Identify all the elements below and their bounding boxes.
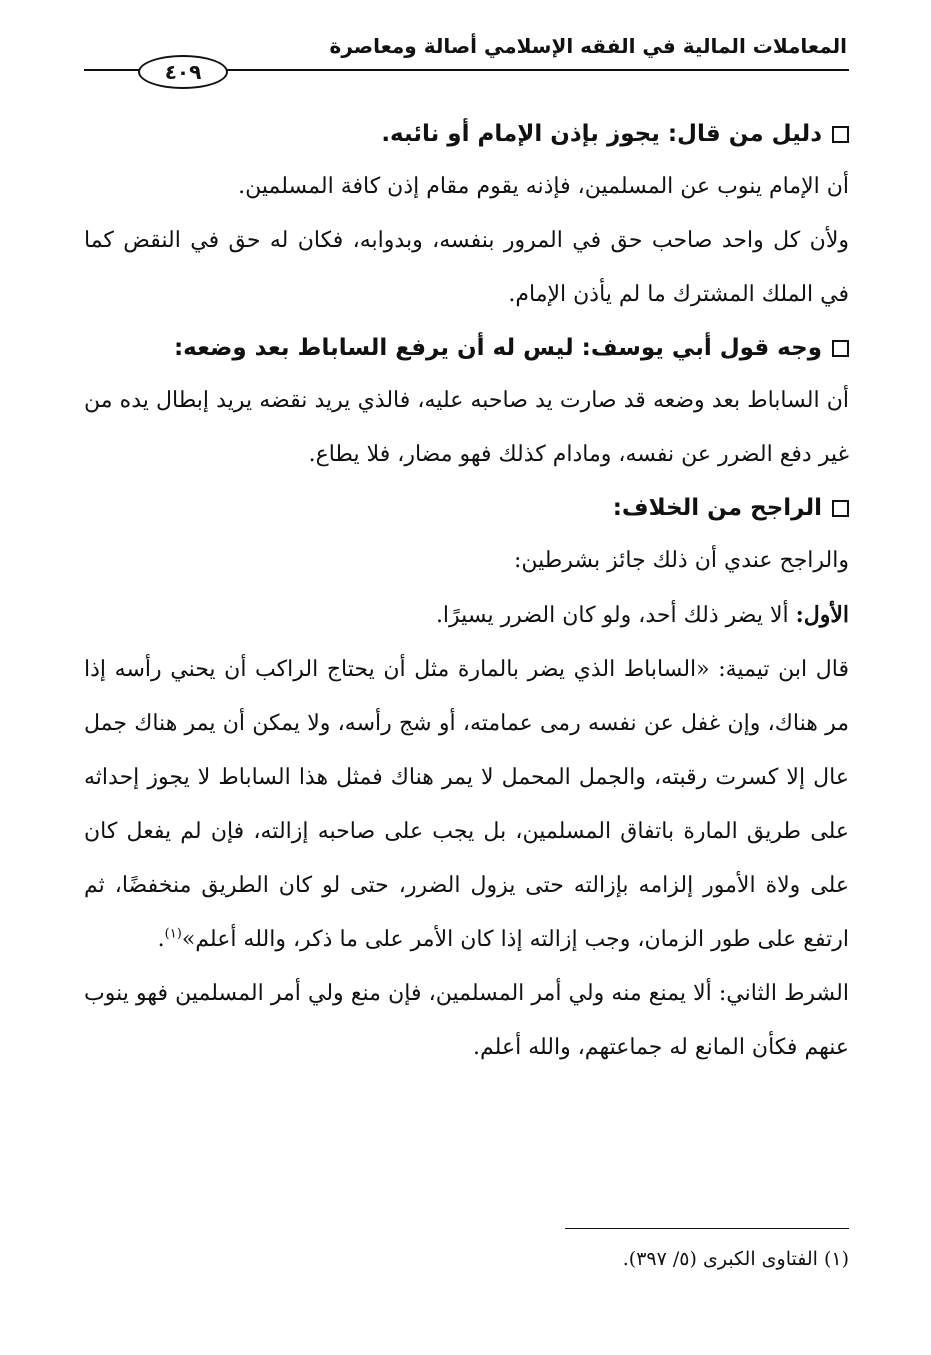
running-header-title: المعاملات المالية في الفقه الإسلامي أصالة ومعاصرة [329,34,847,58]
checkbox-square-icon [832,340,849,357]
checkbox-square-icon [832,126,849,143]
section-heading [84,482,849,534]
main-text [84,108,849,1075]
section-heading [84,322,849,374]
first-condition-label: الأول: [795,602,849,628]
section-heading [84,108,849,160]
paragraph: ولأن كل واحد صاحب حق في المرور بنفسه، وبدوابه، فكان له حق في النقض كما في الملك المشترك ما لم يأذن الإمام. [84,228,849,307]
checkbox-square-icon [832,500,849,517]
quote-end: . [157,927,165,952]
quote-text: قال ابن تيمية: «الساباط الذي يضر بالمارة مثل أن يحتاج الراكب أن يحني رأسه إذا مر هناك، وإن غفل عن نفسه رمى عمامته، أو شج رأسه، ولا يمكن أن يمر هناك جمل عال إلا كسرت رقبته، والجمل المحمل لا يمر هناك فمثل هذا الساباط لا يجوز إحداثه على طريق المارة باتفاق المسلمين، بل يجب على صاحبه إزالته، فإن لم يفعل كان على ولاة الأمور إلزامه بإزالته حتى يزول الضرر، حتى لو كان الطريق منخفضًا، ثم ارتفع على طور الزمان، وجب إزالته إذا كان الأمر على ما ذكر، والله أعلم» [84,657,849,952]
footnote-rule [565,1228,849,1229]
page-number: ٤٠٩ [138,55,228,89]
first-condition [84,588,849,643]
footnote-reference[interactable]: (١) [164,926,182,942]
paragraph: أن الإمام ينوب عن المسلمين، فإذنه يقوم مقام إذن كافة المسلمين. [238,174,849,199]
first-condition-text: ألا يضر ذلك أحد، ولو كان الضرر يسيرًا. [435,603,796,628]
paragraph: أن الساباط بعد وضعه قد صارت يد صاحبه عليه، فالذي يريد نقضه يريد إبطال يده من غير دفع الضرر عن نفسه، ومادام كذلك فهو مضار، فلا يطاع. [84,388,849,467]
section-heading-text: وجه قول أبي يوسف: ليس له أن يرفع الساباط بعد وضعه: [173,335,822,361]
footnote: (١) الفتاوى الكبرى (٥/ ٣٩٧). [622,1248,849,1270]
section-heading-text: الراجح من الخلاف: [612,495,822,521]
second-condition: الشرط الثاني: ألا يمنع منه ولي أمر المسلمين، فإن منع ولي أمر المسلمين فهو ينوب عنهم فكأن المانع له جماعتهم، والله أعلم. [84,981,849,1060]
ibn-taymiyyah-quote [84,643,849,967]
section-heading-text: دليل من قال: يجوز بإذن الإمام أو نائبه. [381,121,822,147]
paragraph: والراجح عندي أن ذلك جائز بشرطين: [513,548,849,573]
